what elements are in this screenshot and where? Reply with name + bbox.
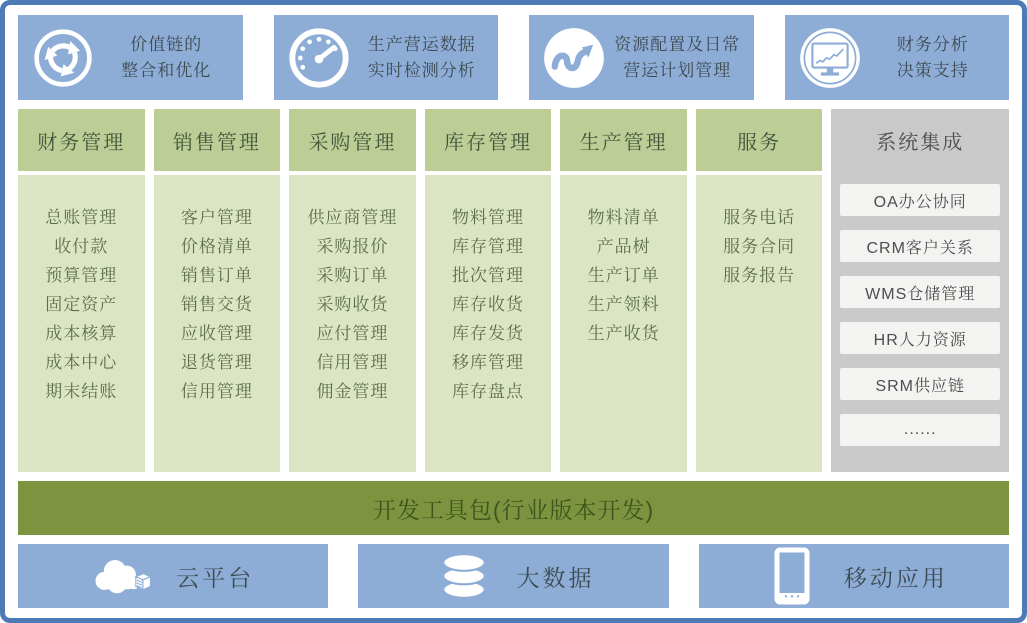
banner-line-1: 生产营运数据: [367, 35, 476, 54]
module-item: 佣金管理: [316, 382, 389, 401]
dev-toolkit-bar: 开发工具包(行业版本开发): [18, 481, 1009, 535]
module-body: [18, 175, 145, 472]
module-item: 产品树: [596, 237, 651, 256]
module-item: 采购订单: [316, 266, 389, 285]
integration-item: HR人力资源: [840, 322, 1000, 354]
module-item: 客户管理: [180, 208, 253, 227]
banner-line-2: 整合和优化: [121, 60, 212, 80]
platform-label: 云平台: [176, 564, 255, 591]
platform-label: 移动应用: [843, 564, 948, 591]
integration-item: OA办公协同: [840, 184, 1000, 216]
module-item: 生产领料: [587, 295, 660, 314]
module-header: 采购管理: [289, 109, 416, 171]
integration-item: WMS仓储管理: [840, 276, 1000, 308]
module-item: 库存收货: [452, 295, 525, 314]
module-item: 成本核算: [45, 324, 118, 343]
module-item: 物料管理: [452, 208, 525, 227]
module-body: [154, 175, 281, 472]
platform-banner: [358, 544, 668, 608]
module-item: 服务报告: [723, 266, 796, 285]
module-item: 信用管理: [316, 353, 389, 372]
module-item: 信用管理: [180, 382, 253, 401]
module-item: 销售交货: [180, 295, 253, 314]
module-item: 收付款: [54, 237, 109, 256]
module-column: [289, 109, 416, 472]
module-item: 库存盘点: [452, 382, 525, 401]
module-item: 库存发货: [452, 324, 525, 343]
module-item: 应收管理: [180, 324, 253, 343]
module-item: 预算管理: [45, 266, 118, 285]
integration-column: [831, 109, 1009, 472]
top-banner: [274, 15, 499, 100]
module-item: 批次管理: [452, 266, 525, 285]
module-item: 价格清单: [180, 237, 253, 256]
module-column: [154, 109, 281, 472]
monitor-chart-icon: [797, 25, 863, 91]
module-item: 采购收货: [316, 295, 389, 314]
integration-header: 系统集成: [876, 131, 965, 154]
module-body: [696, 175, 823, 472]
platform-banner: [699, 544, 1009, 608]
banner-line-1: 资源配置及日常: [614, 35, 741, 54]
module-item: 销售订单: [180, 266, 253, 285]
module-item: 总账管理: [45, 208, 118, 227]
module-grid: [18, 109, 1009, 472]
module-item: 退货管理: [180, 353, 253, 372]
module-header: 销售管理: [154, 109, 281, 171]
module-item: 供应商管理: [307, 208, 398, 227]
module-item: 应付管理: [316, 324, 389, 343]
module-header: 生产管理: [560, 109, 687, 171]
module-column: [696, 109, 823, 472]
module-body: [560, 175, 687, 472]
cloud-icon: [92, 548, 156, 604]
banner-line-1: 价值链的: [130, 35, 203, 54]
integration-item: ......: [840, 414, 1000, 446]
integration-items: [840, 184, 1000, 460]
top-banner-row: [18, 15, 1009, 100]
module-header: 库存管理: [425, 109, 552, 171]
value-chain-icon: [30, 25, 96, 91]
module-item: 固定资产: [45, 295, 118, 314]
integration-item: SRM供应链: [840, 368, 1000, 400]
banner-line-2: 营运计划管理: [623, 60, 732, 80]
module-item: 物料清单: [587, 208, 660, 227]
database-icon: [432, 548, 496, 604]
module-column: [560, 109, 687, 472]
integration-item: CRM客户关系: [840, 230, 1000, 262]
top-banner: [529, 15, 754, 100]
mobile-icon: [760, 548, 824, 604]
module-item: 移库管理: [452, 353, 525, 372]
banner-line-2: 实时检测分析: [367, 60, 476, 80]
module-header: 财务管理: [18, 109, 145, 171]
module-item: 成本中心: [45, 353, 118, 372]
module-item: 服务电话: [723, 208, 796, 227]
module-body: [289, 175, 416, 472]
banner-line-2: 决策支持: [896, 60, 969, 80]
banner-line-1: 财务分析: [896, 35, 969, 54]
top-banner: [18, 15, 243, 100]
module-item: 生产订单: [587, 266, 660, 285]
top-banner: [785, 15, 1010, 100]
platform-banner: [18, 544, 328, 608]
module-item: 生产收货: [587, 324, 660, 343]
module-item: 服务合同: [723, 237, 796, 256]
gauge-icon: [286, 25, 352, 91]
platform-label: 大数据: [516, 564, 595, 591]
module-item: 库存管理: [452, 237, 525, 256]
module-body: [425, 175, 552, 472]
module-column: [425, 109, 552, 472]
module-column: [18, 109, 145, 472]
module-item: 采购报价: [316, 237, 389, 256]
platform-row: [18, 544, 1009, 608]
module-item: 期末结账: [45, 382, 118, 401]
route-icon: [541, 25, 607, 91]
module-header: 服务: [696, 109, 823, 171]
